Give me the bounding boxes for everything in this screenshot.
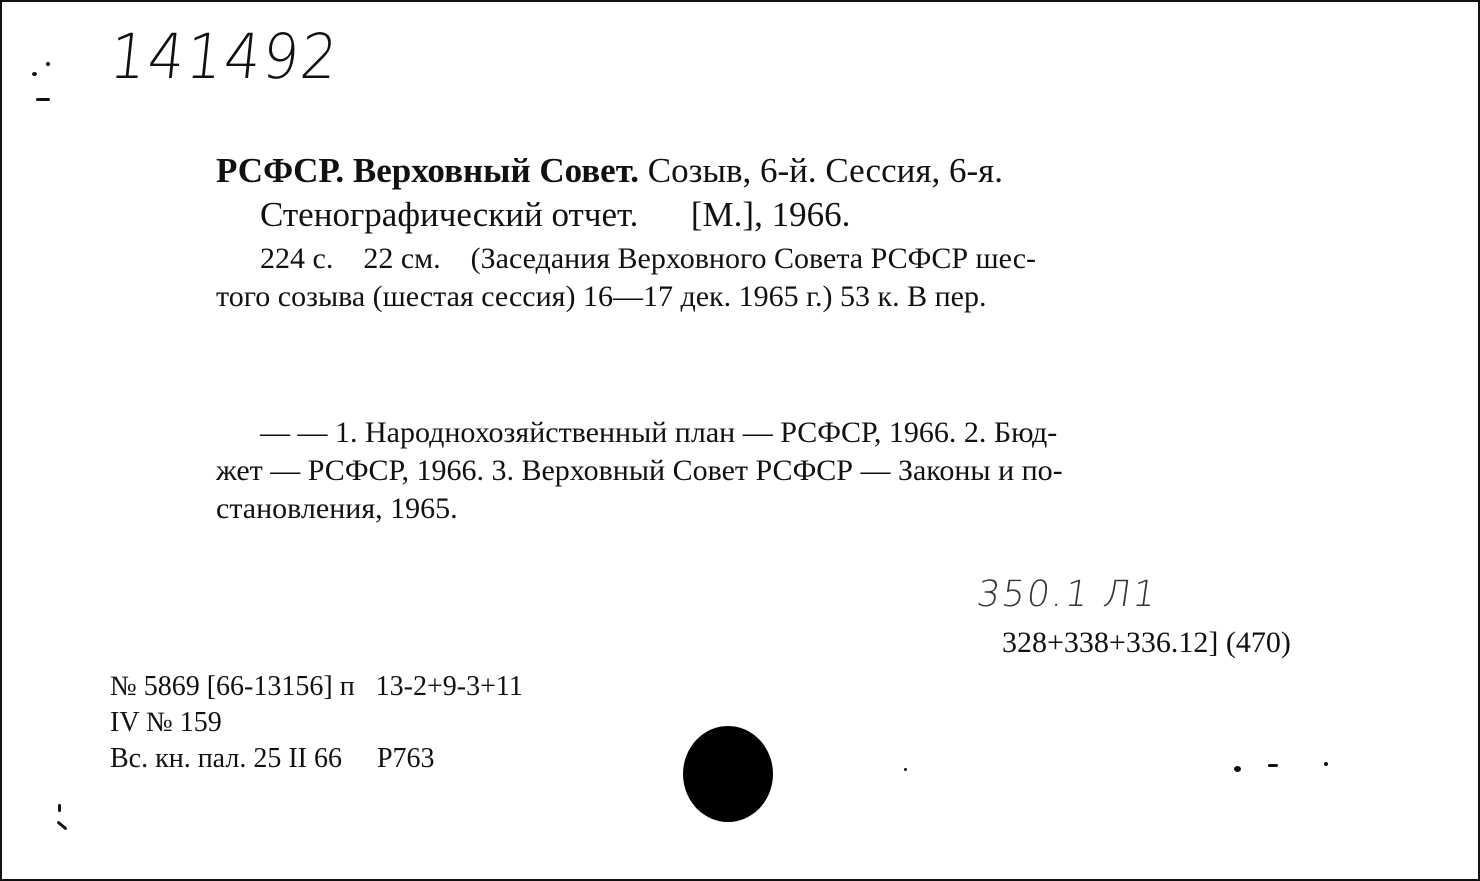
scan-speck: [1324, 762, 1328, 766]
accession-number: 141492: [106, 20, 343, 93]
punch-hole: [683, 726, 773, 822]
description-line: того созыва (шестая сессия) 16—17 дек. 1965 г.) 53 к. В пер.: [216, 280, 987, 313]
scan-speck: [1234, 766, 1241, 772]
footer-line: № 5869 [66-13156] п 13-2+9-3+11: [110, 671, 523, 702]
scan-speck: [32, 72, 37, 76]
subject-line: становления, 1965.: [216, 492, 458, 525]
scan-speck: [46, 62, 50, 66]
footer-line: IV № 159: [110, 707, 222, 738]
classification-code: 328+338+336.12] (470): [1002, 626, 1291, 659]
description-line: 224 с. 22 см. (Заседания Верховного Совета РСФСР шес-: [260, 242, 1037, 275]
scan-speck: [1268, 764, 1278, 767]
heading-line: [216, 152, 1003, 190]
heading-author: РСФСР. Верховный Совет.: [216, 151, 640, 190]
subject-line: — — 1. Народнохозяйственный план — РСФСР, 1966. 2. Бюд-: [260, 416, 1058, 449]
scan-speck: [56, 820, 67, 830]
footer-line: Вс. кн. пал. 25 II 66 Р763: [110, 743, 435, 774]
scan-speck: [58, 804, 61, 812]
scan-speck: [904, 768, 907, 771]
heading-session: Созыв, 6-й. Сессия, 6-я.: [639, 151, 1003, 190]
scan-speck: [36, 98, 50, 101]
title-line: Стенографический отчет. [М.], 1966.: [260, 195, 851, 234]
subject-line: жет — РСФСР, 1966. 3. Верховный Совет РСФСР — Законы и по-: [216, 454, 1063, 487]
handwritten-classification: 350.1 Л1: [974, 574, 1161, 615]
